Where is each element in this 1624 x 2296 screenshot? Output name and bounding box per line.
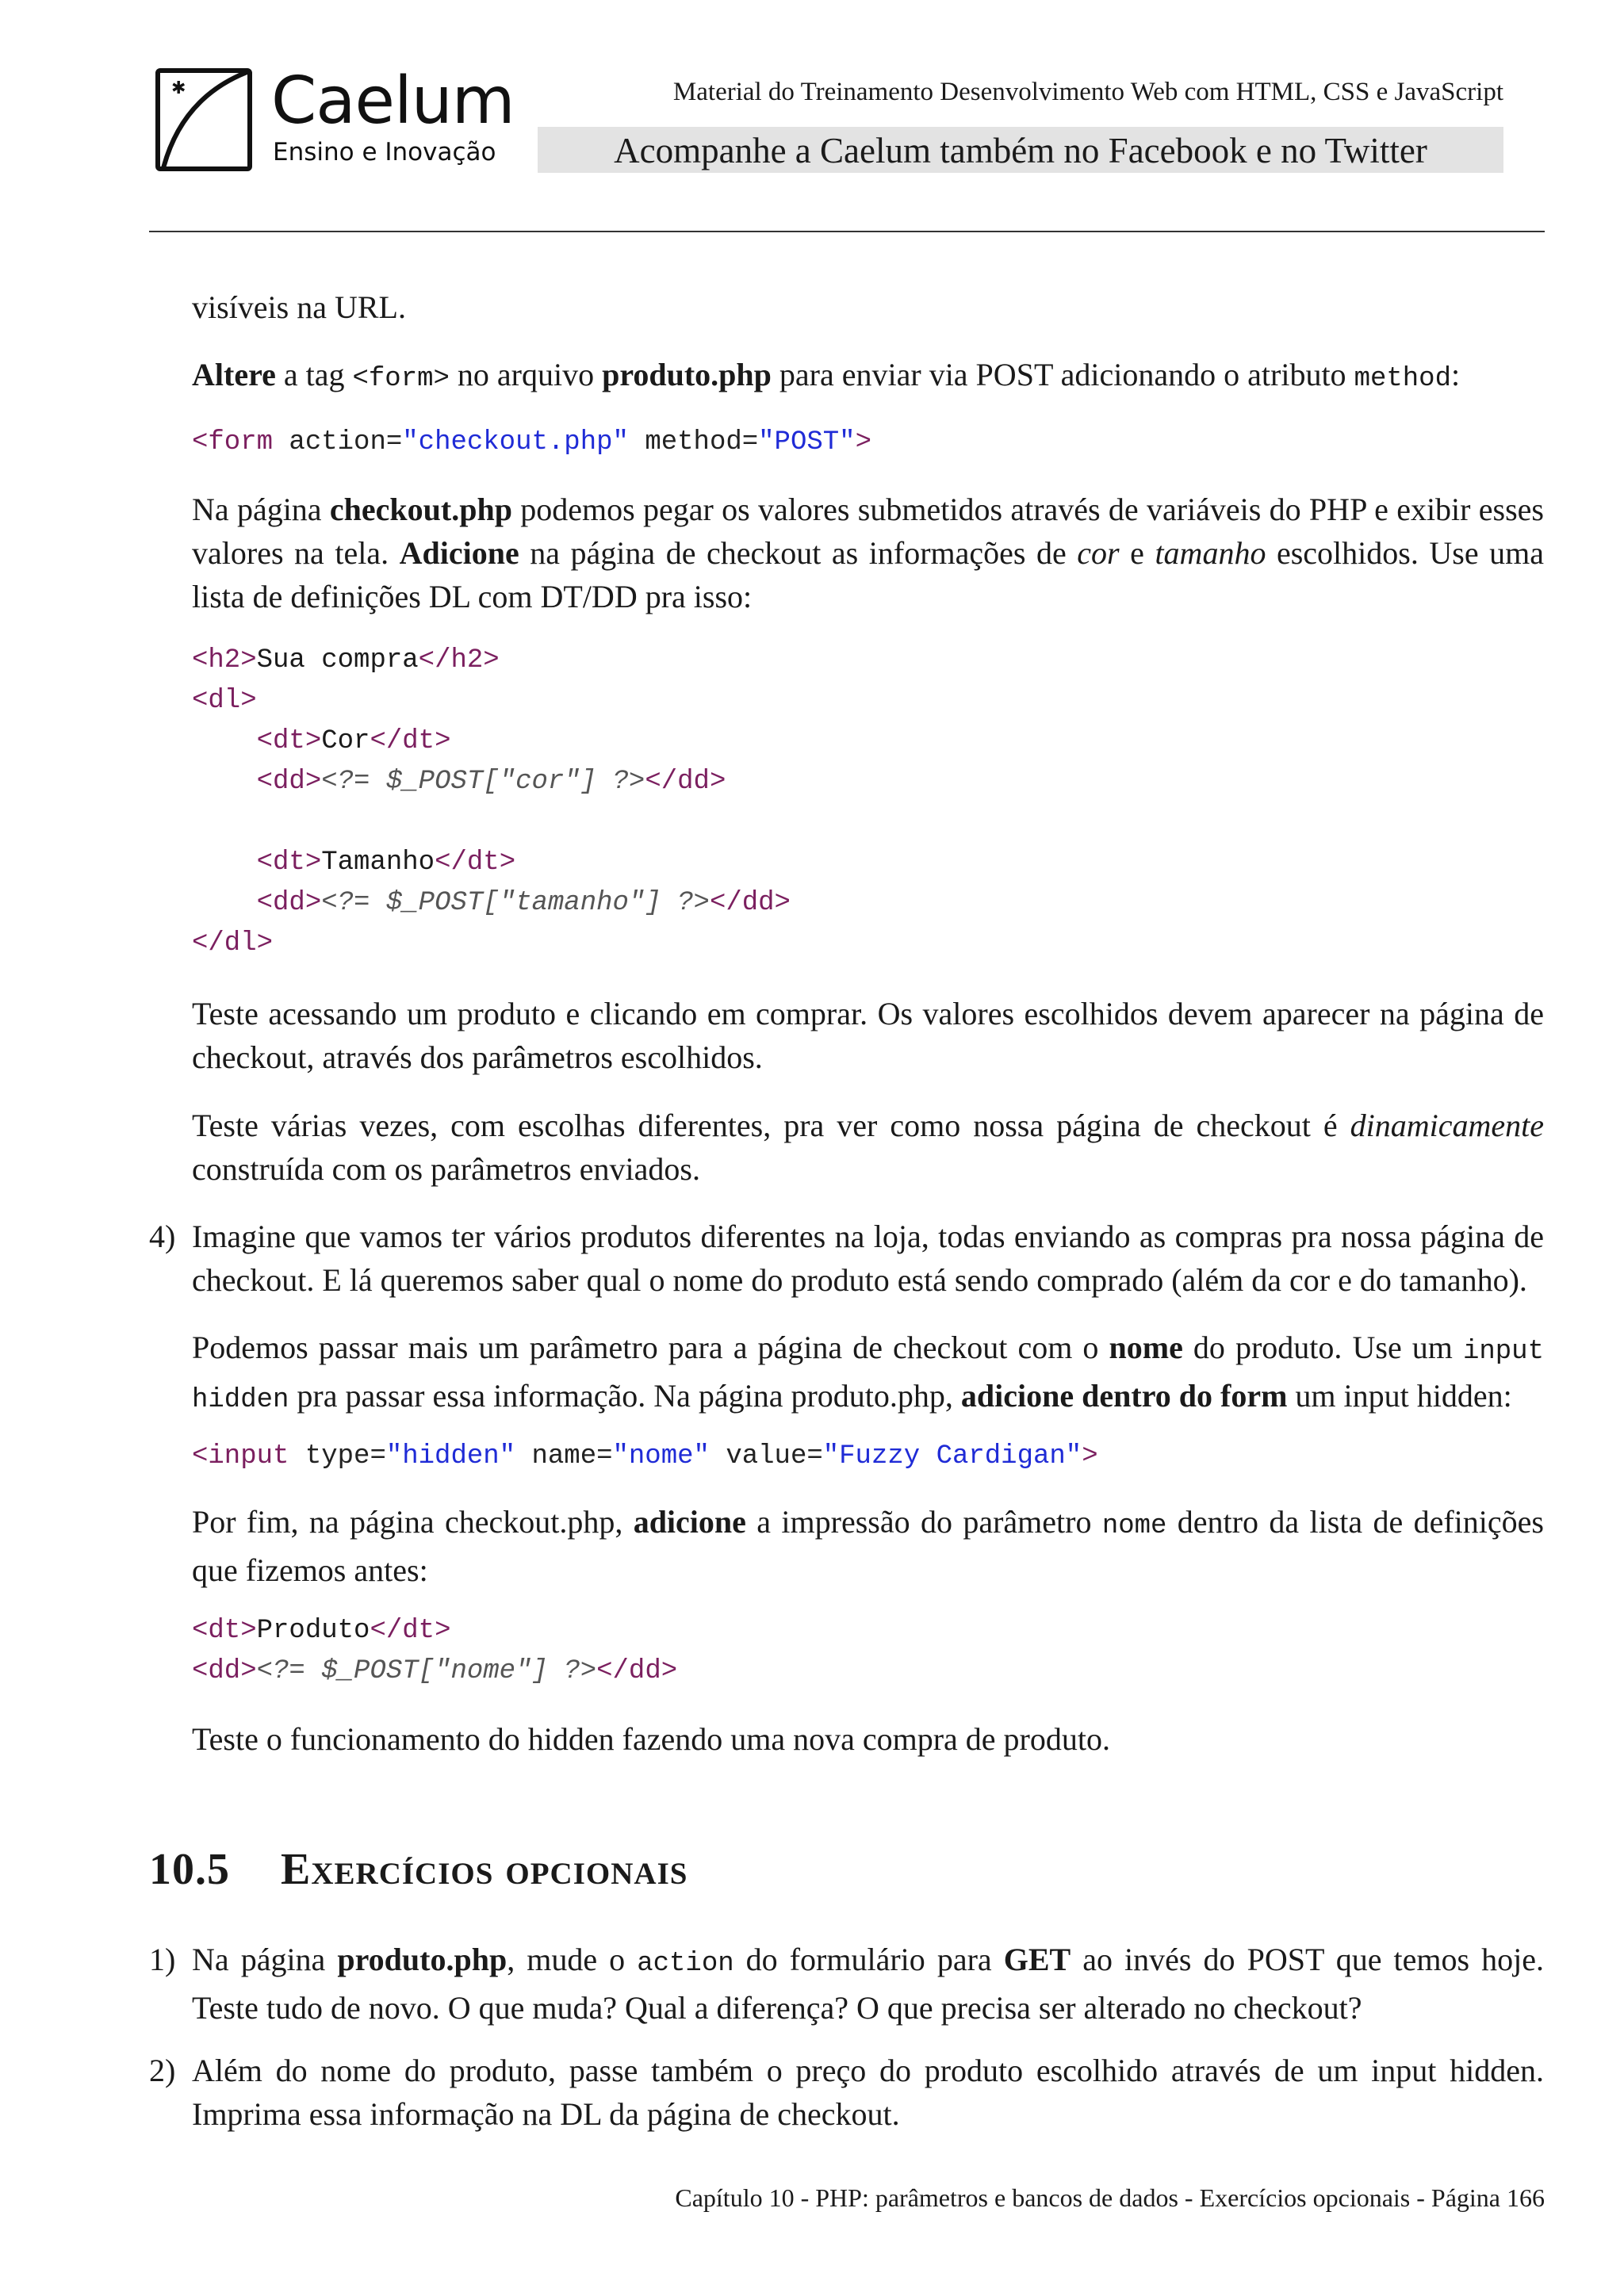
- paragraph-test-hidden: Teste o funcionamento do hidden fazendo uma nova compra de produto.: [192, 1721, 1110, 1757]
- paragraph-checkout-intro: Na página checkout.php podemos pegar os valores submetidos através de variáveis do PHP e exibir esses valores na tela. Adicione na página de checkout as informações de cor e tamanho escolhidos. Use uma lista de definições DL com DT/DD pra isso:: [192, 492, 1545, 614]
- section-heading: 10.5 Exercícios opcionais: [149, 1845, 688, 1894]
- code-dt-produto: <dt>Produto</dt> <dd><?= $_POST["nome"] ?></dd>: [192, 1616, 678, 1686]
- list-item-4: Imagine que vamos ter vários produtos diferentes na loja, todas enviando as compras pra nossa página de checkout. E lá queremos saber qual o nome do produto está sendo comprado (além da cor e do tamanho).: [192, 1219, 1544, 1298]
- code-input-hidden: <input type="hidden" name="nome" value="Fuzzy Cardigan">: [192, 1441, 1098, 1471]
- caelum-logo: [155, 63, 515, 176]
- code-dl-list: <h2>Sua compra</h2> <dl> <dt>Cor</dt> <dd><?= $_POST["cor"] ?></dd> <dt>Tamanho</dt> <dd><?= $_POST["tamanho"] ?></dd> </dl>: [192, 645, 791, 959]
- svg-text:✱: ✱: [171, 78, 186, 98]
- header-banner-text: Acompanhe a Caelum também no Facebook e no Twitter: [614, 131, 1427, 170]
- logo-mark-icon: [155, 68, 252, 171]
- logo-name: Caelum: [271, 63, 515, 139]
- exercise-number-1: 1): [149, 1942, 176, 1977]
- paragraph-test-product: Teste acessando um produto e clicando em comprar. Os valores escolhidos devem aparecer na página de checkout, através dos parâmetros escolhidos.: [192, 996, 1544, 1075]
- paragraph-alter-form: Altere a tag <form> no arquivo produto.php para enviar via POST adicionando o atributo method:: [192, 357, 1461, 394]
- exercise-1: Na página produto.php, mude o action do formulário para GET ao invés do POST que temos hoje. Teste tudo de novo. O que muda? Qual a diferença? O que precisa ser alterado no checkout?: [192, 1942, 1544, 2026]
- list-number-4: 4): [149, 1219, 176, 1254]
- page-footer: Capítulo 10 - PHP: parâmetros e bancos de dados - Exercícios opcionais - Página 166: [675, 2183, 1545, 2212]
- header-banner: [538, 127, 1503, 173]
- logo-tagline: Ensino e Inovação: [273, 138, 496, 166]
- paragraph-url: visíveis na URL.: [192, 289, 406, 325]
- exercise-number-2: 2): [149, 2053, 176, 2088]
- paragraph-print-nome: Por fim, na página checkout.php, adicione a impressão do parâmetro nome dentro da lista de definições que fizemos antes:: [192, 1504, 1544, 1588]
- paragraph-hidden-param: Podemos passar mais um parâmetro para a página de checkout com o nome do produto. Use um input hidden pra passar essa informação. Na página produto.php, adicione dentro do form um input hidden:: [192, 1330, 1544, 1415]
- exercise-2: Além do nome do produto, passe também o preço do produto escolhido através de um input hidden. Imprima essa informação na DL da página de checkout.: [192, 2053, 1544, 2132]
- paragraph-test-many: Teste várias vezes, com escolhas diferentes, pra ver como nossa página de checkout é dinamicamente construída com os parâmetros enviados.: [192, 1108, 1544, 1187]
- header-title: Material do Treinamento Desenvolvimento Web com HTML, CSS e JavaScript: [672, 78, 1503, 106]
- code-form-tag: <form action="checkout.php" method="POST">: [192, 427, 871, 457]
- header-rule: [149, 231, 1545, 232]
